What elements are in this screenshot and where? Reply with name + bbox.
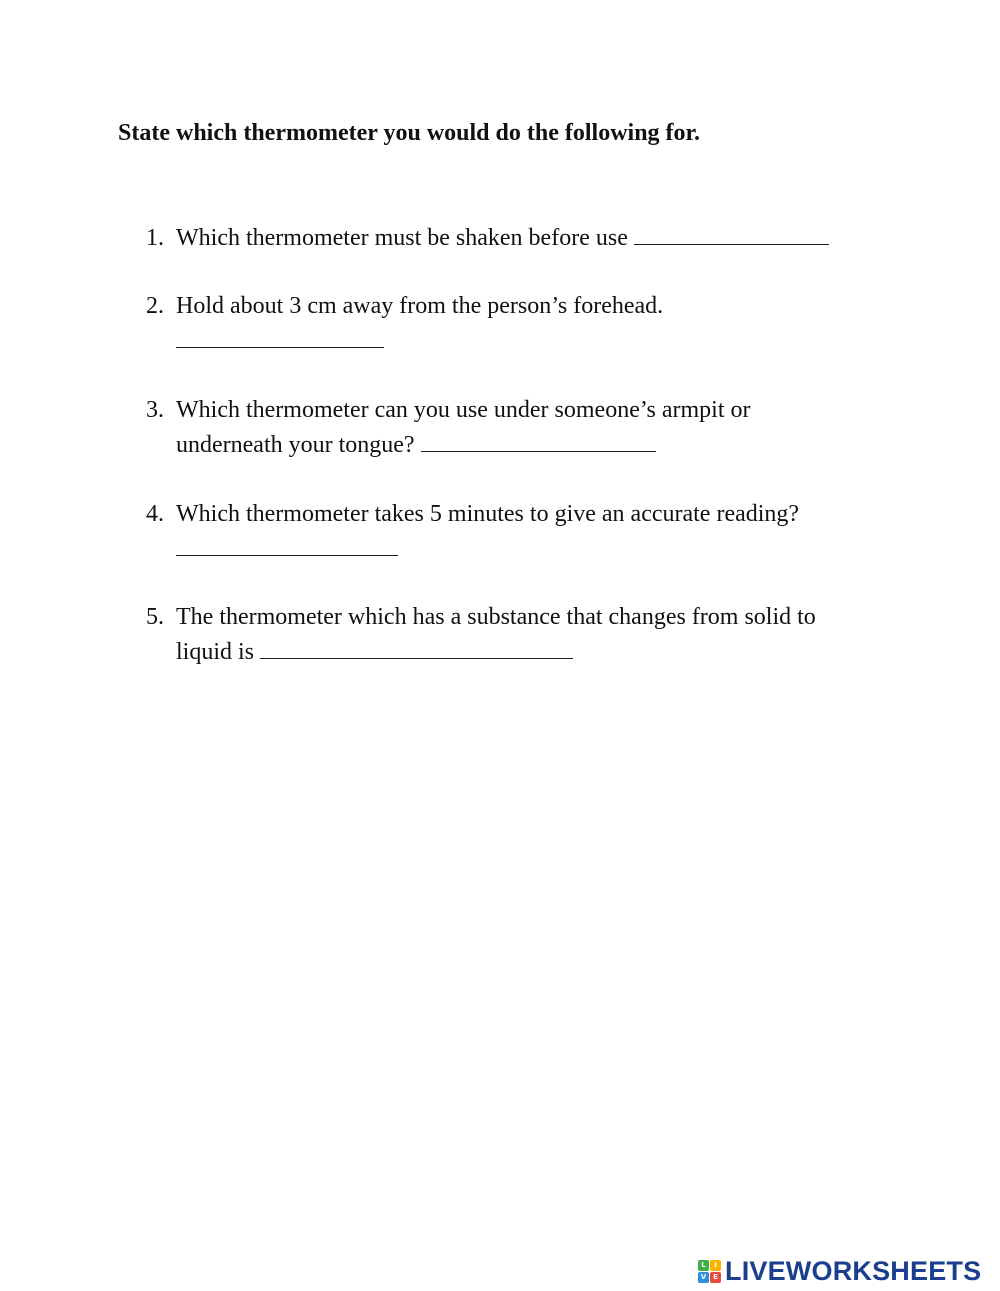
answer-blank-1[interactable]: [634, 222, 829, 245]
question-text-line: [176, 289, 663, 323]
question-text: Hold about 3 cm away from the person’s forehead.: [176, 293, 664, 319]
question-text-line: [176, 600, 816, 634]
question-text-line: [176, 393, 751, 427]
worksheet-title: State which thermometer you would do the following for.: [118, 120, 700, 146]
question-text-line: [176, 532, 398, 566]
logo-letter-l: L: [698, 1260, 709, 1271]
answer-blank-4[interactable]: [176, 533, 398, 556]
question-number: 5.: [146, 604, 164, 630]
answer-blank-2[interactable]: [176, 325, 384, 348]
logo-blocks-icon: [698, 1260, 721, 1283]
logo-letter-i: I: [710, 1260, 721, 1271]
question-text: Which thermometer must be shaken before use: [176, 225, 628, 251]
answer-blank-5[interactable]: [260, 636, 573, 659]
question-text-line: [176, 635, 573, 669]
question-number: 4.: [146, 501, 164, 527]
question-text-line: [176, 324, 384, 358]
logo-letter-v: V: [698, 1272, 709, 1283]
answer-blank-3[interactable]: [421, 429, 656, 452]
question-number: 2.: [146, 293, 164, 319]
question-text: The thermometer which has a substance that changes from solid to: [176, 604, 816, 630]
question-text: Which thermometer takes 5 minutes to give an accurate reading?: [176, 501, 800, 527]
question-text: Which thermometer can you use under someone’s armpit or: [176, 397, 751, 423]
question-number: 3.: [146, 397, 164, 423]
logo-letter-e: E: [710, 1272, 721, 1283]
question-text-line: [176, 221, 829, 255]
question-number: 1.: [146, 225, 164, 251]
question-text: liquid is: [176, 639, 255, 665]
liveworksheets-logo: [698, 1257, 981, 1285]
question-text: underneath your tongue?: [176, 432, 415, 458]
logo-text: LIVEWORKSHEETS: [725, 1256, 982, 1286]
question-text-line: [176, 428, 656, 462]
question-text-line: [176, 497, 799, 531]
